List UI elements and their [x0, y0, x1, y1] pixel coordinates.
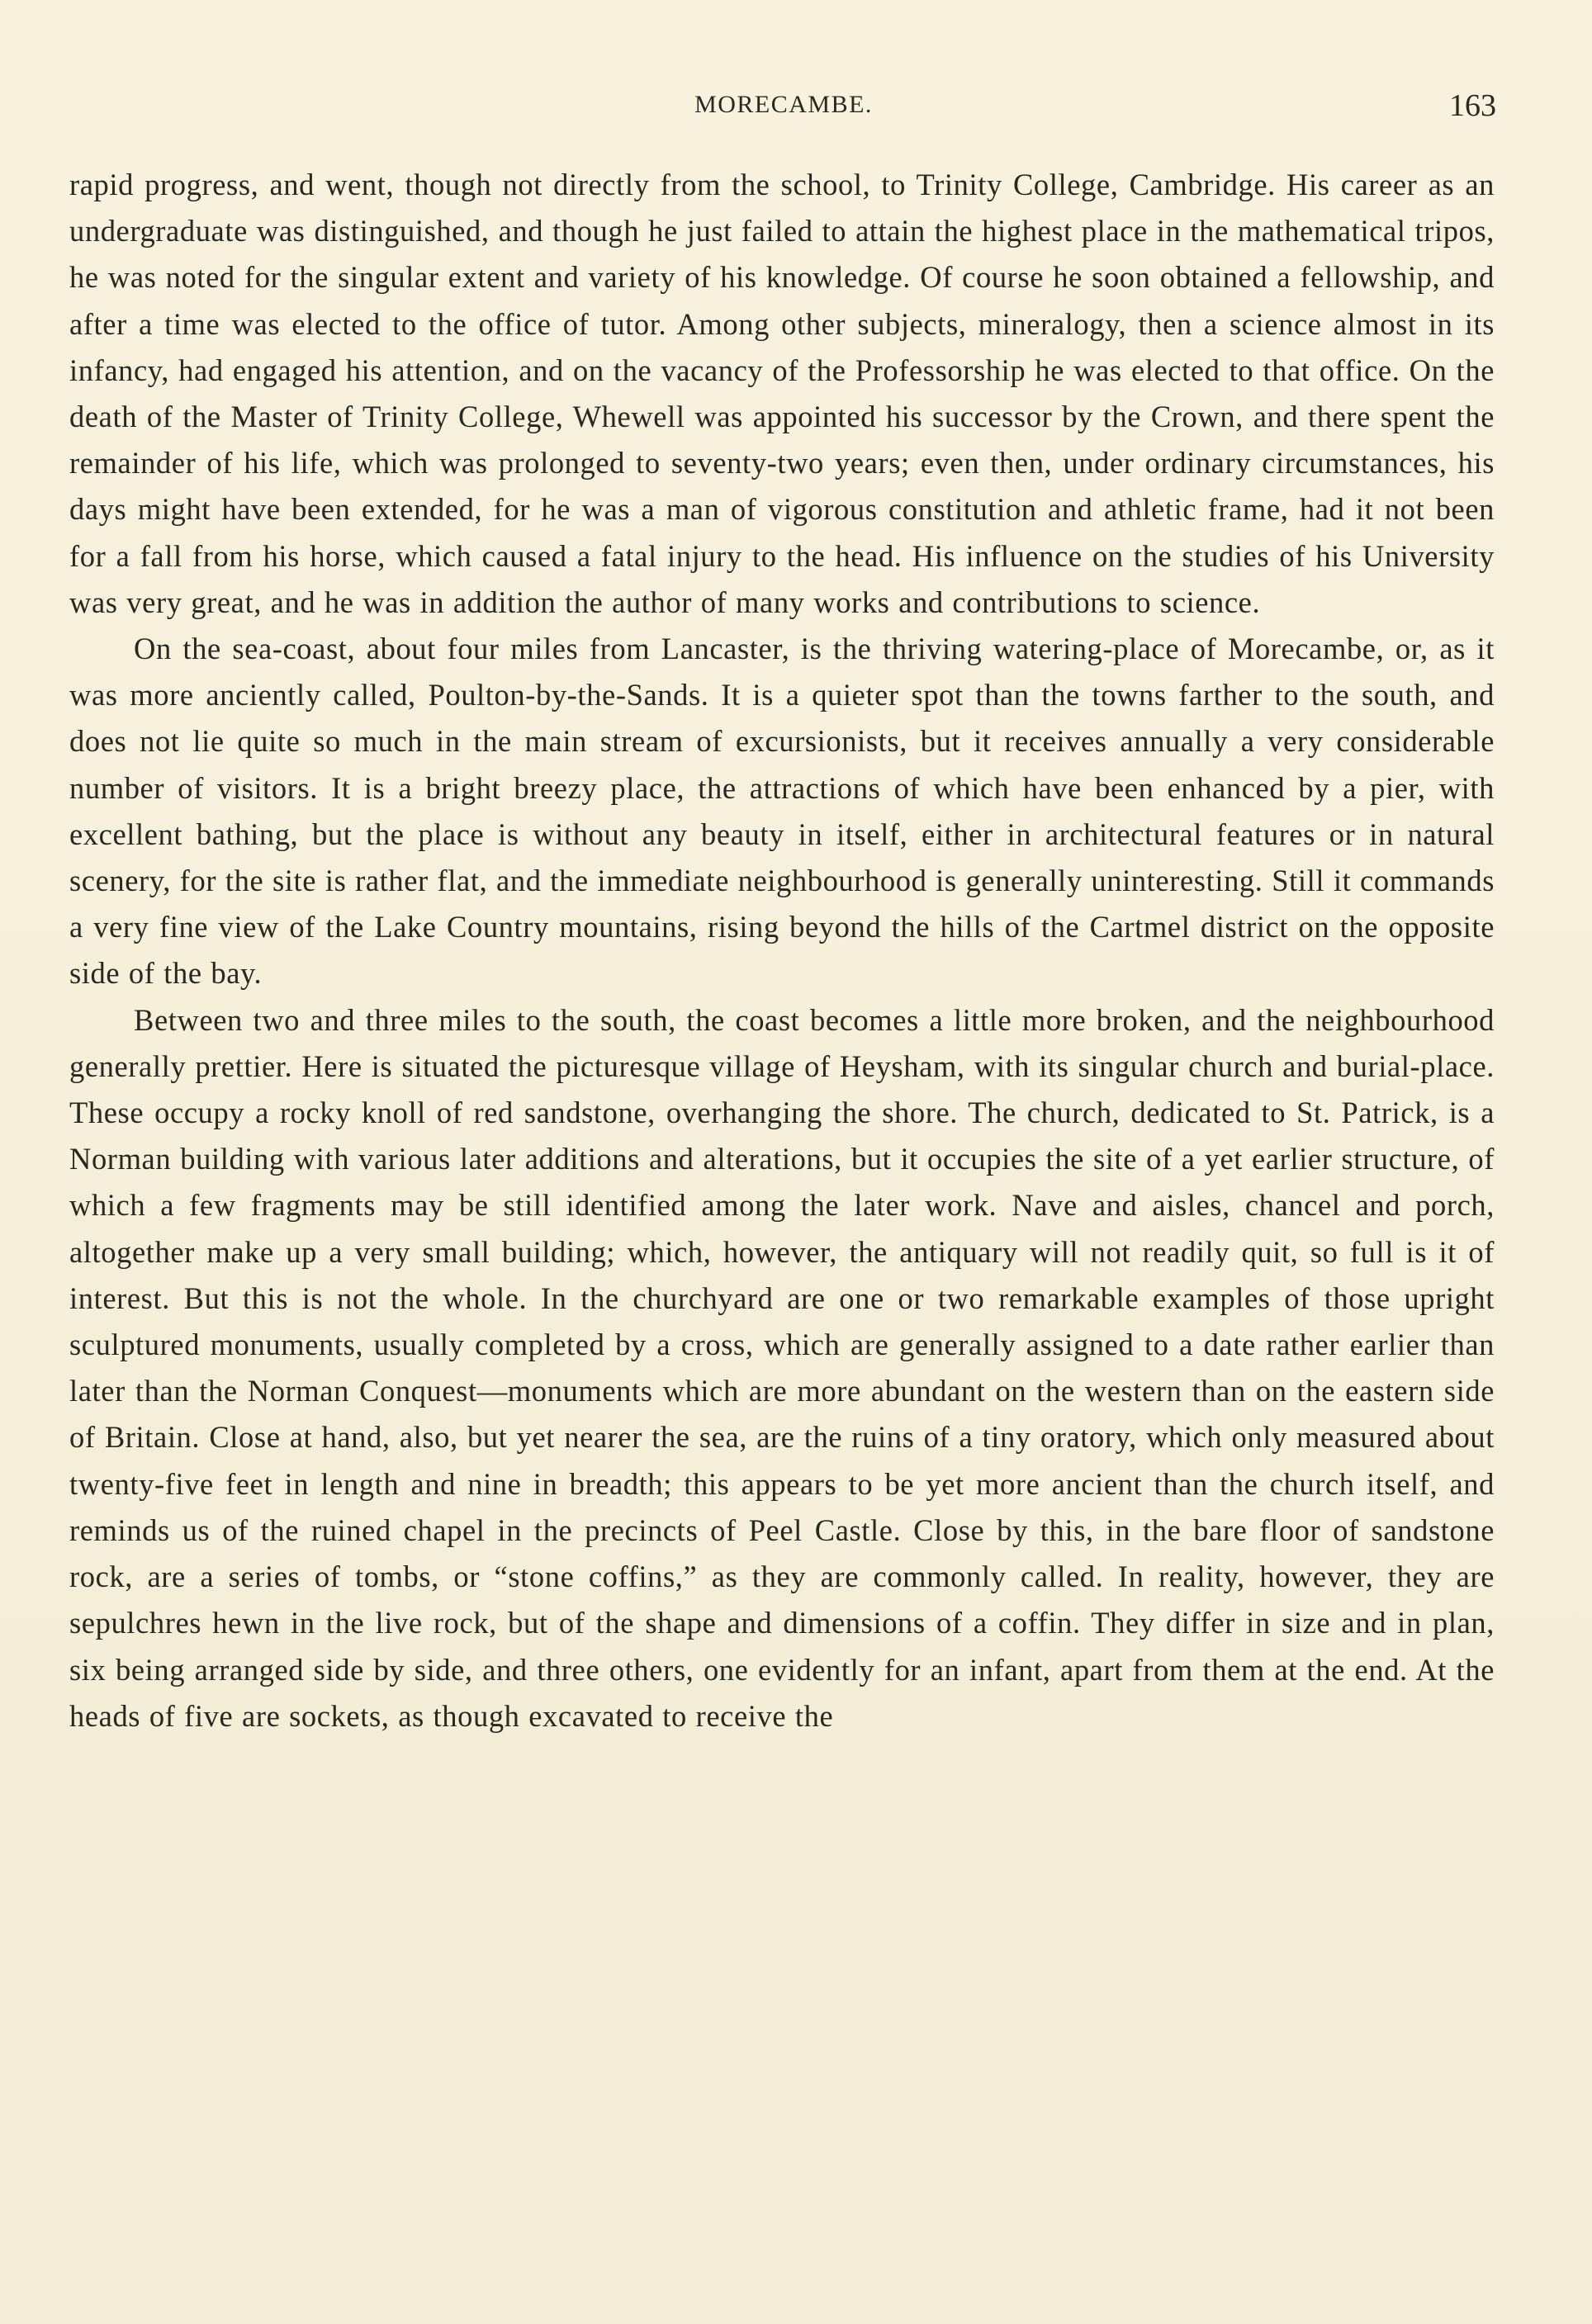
- running-title: MORECAMBE.: [694, 91, 873, 118]
- body-text: [69, 162, 1495, 1739]
- page-number: 163: [1449, 88, 1496, 123]
- running-head: [71, 86, 1496, 127]
- paragraph-heysham: Between two and three miles to the south, the coast becomes a little more broken, and the neighbourhood generally prettier. Here is situated the picturesque village of Heysham, with its singular church and burial-place. These occupy a rocky knoll of red sandstone, overhanging the shore. The church, dedicated to St. Patrick, is a Norman building with various later additions and alterations, but it occupies the site of a yet earlier structure, of which a few fragments may be still identified among the later work. Nave and aisles, chancel and porch, altogether make up a very small building; which, however, the antiquary will not readily quit, so full is it of interest. But this is not the whole. In the churchyard are one or two remarkable examples of those upright sculptured monuments, usually completed by a cross, which are generally assigned to a date rather earlier than later than the Norman Conquest—monuments which are more abundant on the western than on the eastern side of Britain. Close at hand, also, but yet nearer the sea, are the ruins of a tiny oratory, which only measured about twenty-five feet in length and nine in breadth; this appears to be yet more ancient than the church itself, and reminds us of the ruined chapel in the precincts of Peel Castle. Close by this, in the bare floor of sandstone rock, are a series of tombs, or “stone coffins,” as they are commonly called. In reality, however, they are sepulchres hewn in the live rock, but of the shape and dimensions of a coffin. They differ in size and in plan, six being arranged side by side, and three others, one evidently for an infant, apart from them at the end. At the heads of five are sockets, as though excavated to receive the: [69, 1002, 1495, 1733]
- paragraph-whewell: rapid progress, and went, though not directly from the school, to Trinity College, Cambridge. His career as an undergraduate was distinguished, and though he just failed to attain the highest place in the mathematical tripos, he was noted for the singular extent and variety of his knowledge. Of course he soon obtained a fellowship, and after a time was elected to the office of tutor. Among other subjects, mineralogy, then a science almost in its infancy, had engaged his attention, and on the vacancy of the Professorship he was elected to that office. On the death of the Master of Trinity College, Whewell was appointed his successor by the Crown, and there spent the remainder of his life, which was prolonged to seventy-two years; even then, under ordinary circumstances, his days might have been extended, for he was a man of vigorous constitution and athletic frame, had it not been for a fall from his horse, which caused a fatal injury to the head. His influence on the studies of his University was very great, and he was in addition the author of many works and contributions to science.: [69, 168, 1495, 619]
- paragraph-morecambe: On the sea-coast, about four miles from Lancaster, is the thriving watering-place of Morecambe, or, as it was more anciently called, Poulton-by-the-Sands. It is a quieter spot than the towns farther to the south, and does not lie quite so much in the main stream of excursionists, but it receives annually a very considerable number of visitors. It is a bright breezy place, the attractions of which have been enhanced by a pier, with excellent bathing, but the place is without any beauty in itself, either in architectural features or in natural scenery, for the site is rather flat, and the immediate neighbourhood is generally uninteresting. Still it commands a very fine view of the Lake Country mountains, rising beyond the hills of the Cartmel district on the opposite side of the bay.: [69, 632, 1495, 991]
